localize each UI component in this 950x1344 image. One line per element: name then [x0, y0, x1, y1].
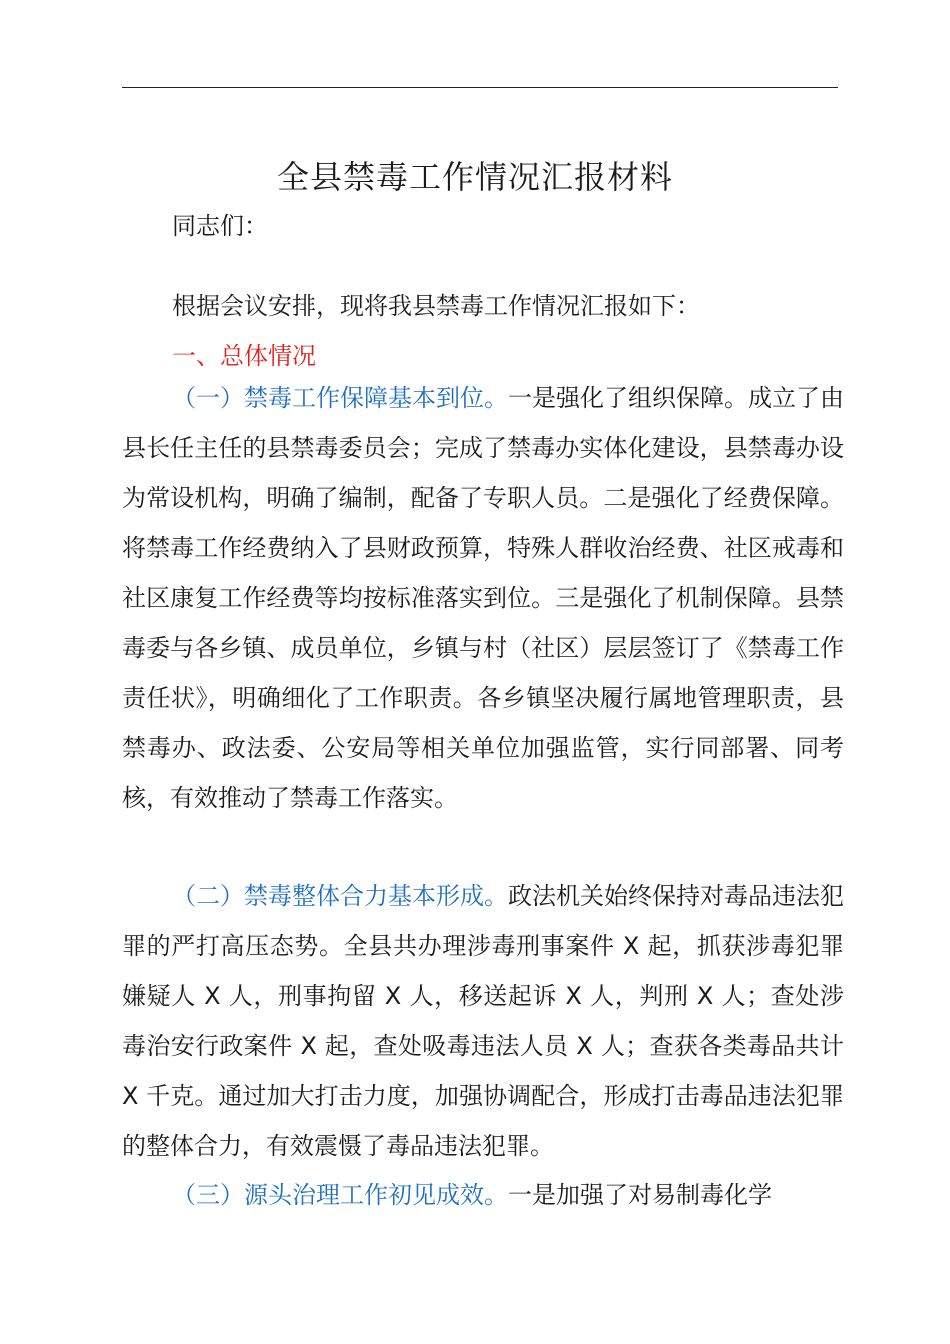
- paragraph-2: [122, 871, 844, 1171]
- paragraph-2-heading: （二）禁毒整体合力基本形成。: [172, 882, 508, 910]
- paragraph-1-heading: （一）禁毒工作保障基本到位。: [172, 384, 508, 412]
- header-rule: [122, 87, 838, 88]
- paragraph-1: [122, 373, 844, 823]
- intro-paragraph: 根据会议安排，现将我县禁毒工作情况汇报如下：: [172, 292, 700, 320]
- paragraph-1-body: 一是强化了组织保障。成立了由县长任主任的县禁毒委员会；完成了禁毒办实体化建设，县禁毒办设为常设机构，明确了编制，配备了专职人员。二是强化了经费保障。将禁毒工作经费纳入了县财政预算，特殊人群收治经费、社区戒毒和社区康复工作经费等均按标准落实到位。三是强化了机制保障。县禁毒委与各乡镇、成员单位，乡镇与村（社区）层层签订了《禁毒工作责任状》，明确细化了工作职责。各乡镇坚决履行属地管理职责，县禁毒办、政法委、公安局等相关单位加强监管，实行同部署、同考核，有效推动了禁毒工作落实。: [122, 384, 844, 812]
- paragraph-3: [122, 1170, 844, 1220]
- paragraph-2-body: 政法机关始终保持对毒品违法犯罪的严打高压态势。全县共办理涉毒刑事案件 X 起，抓获涉毒犯罪嫌疑人 X 人，刑事拘留 X 人，移送起诉 X 人，判刑 X 人；查处涉毒治安行政案件 X 起，查处吸毒违法人员 X 人；查获各类毒品共计 X 千克。通过加大打击力度，加强协调配合，形成打击毒品违法犯罪的整体合力，有效震慑了毒品违法犯罪。: [122, 882, 844, 1160]
- document-title: 全县禁毒工作情况汇报材料: [276, 158, 673, 196]
- paragraph-3-body: 一是加强了对易制毒化学: [508, 1181, 772, 1209]
- paragraph-3-heading: （三）源头治理工作初见成效。: [172, 1181, 508, 1209]
- salutation: 同志们：: [172, 212, 268, 240]
- section-heading-1: 一、总体情况: [172, 342, 316, 370]
